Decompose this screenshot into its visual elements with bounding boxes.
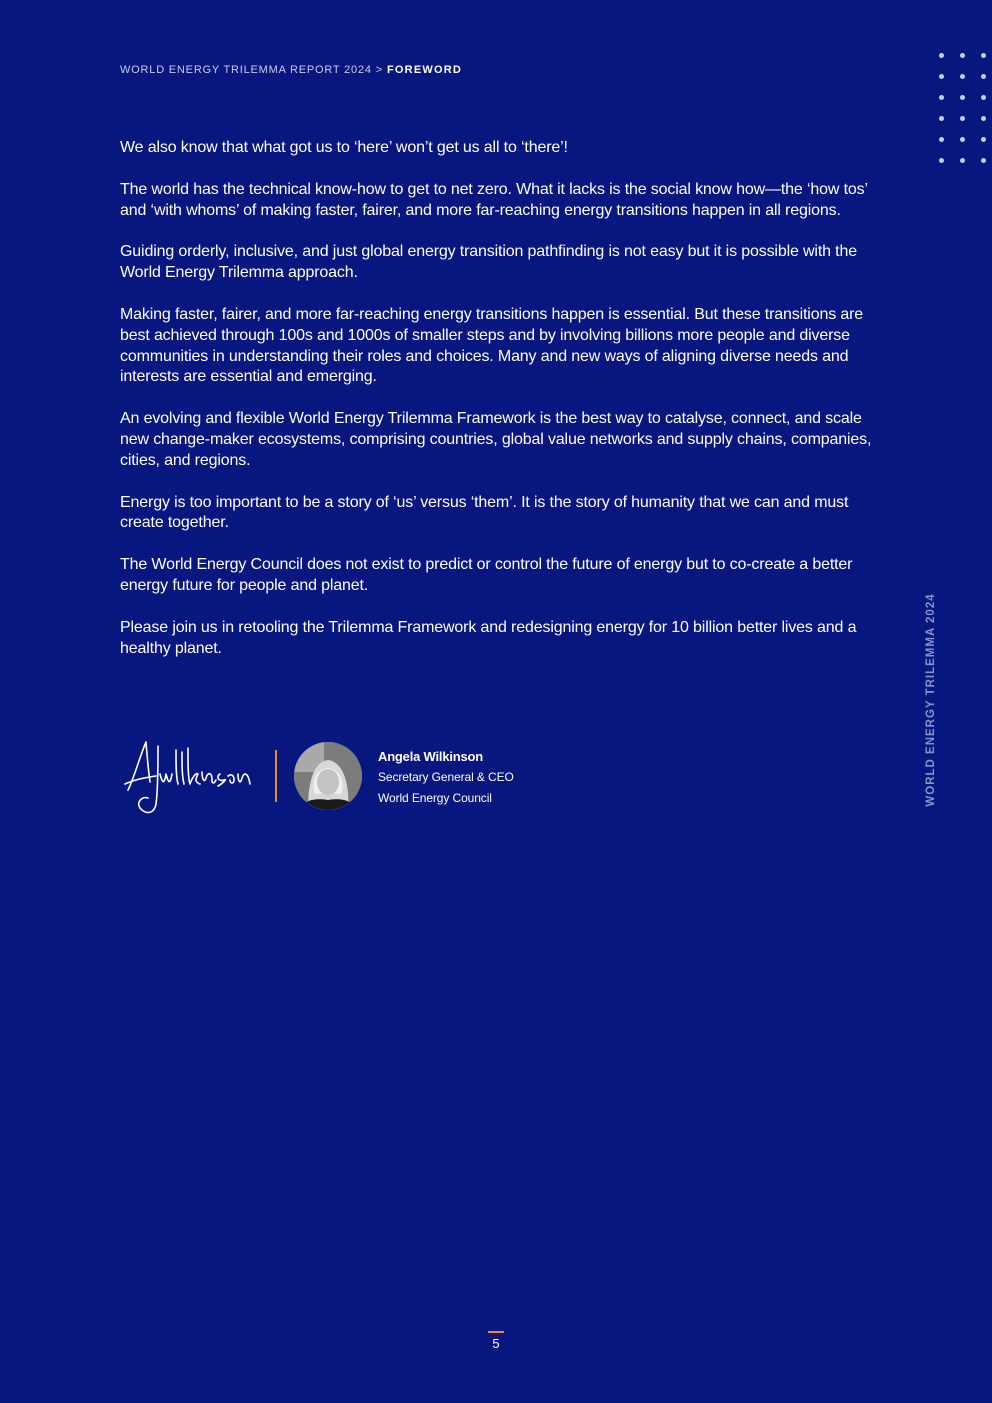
- vertical-report-title: WORLD ENERGY TRILEMMA 2024: [925, 593, 937, 807]
- paragraph: The world has the technical know-how to get to net zero. What it lacks is the social know how—the ‘how tos’ and ‘with whoms’ of making faster, fairer, and more far-reaching energy transitions happen in all regions.: [120, 180, 868, 219]
- decorative-dot-grid: [937, 51, 992, 166]
- avatar: [294, 742, 362, 810]
- page-number: 5: [492, 1336, 500, 1351]
- breadcrumb-current-section: FOREWORD: [387, 64, 462, 76]
- orange-divider: [275, 750, 277, 802]
- signer-organization: World Energy Council: [378, 791, 492, 805]
- page-number-accent: [488, 1331, 504, 1333]
- paragraph: Please join us in retooling the Trilemma Framework and redesigning energy for 10 billion better lives and a healthy planet.: [120, 618, 857, 657]
- foreword-body: [120, 138, 880, 680]
- breadcrumb-separator: >: [375, 64, 383, 76]
- paragraph: Energy is too important to be a story of ‘us’ versus ‘them’. It is the story of humanity that we can and must create together.: [120, 493, 849, 532]
- paragraph: We also know that what got us to ‘here’ won’t get us all to ‘there’!: [120, 139, 568, 156]
- paragraph: An evolving and flexible World Energy Trilemma Framework is the best way to catalyse, connect, and scale new change-maker ecosystems, comprising countries, global value networks and supply chains, companies, cities, and regions.: [120, 410, 872, 469]
- breadcrumb: [120, 64, 462, 76]
- signer-role: Secretary General & CEO: [378, 770, 514, 784]
- paragraph: Making faster, fairer, and more far-reaching energy transitions happen is essential. But these transitions are best achieved through 100s and 1000s of smaller steps and by involving billions more people and diverse communities in understanding their roles and choices. Many and new ways of aligning diverse needs and interests are essential and emerging.: [120, 305, 864, 386]
- paragraph: The World Energy Council does not exist to predict or control the future of energy but to co-create a better energy future for people and planet.: [120, 556, 853, 594]
- breadcrumb-report[interactable]: WORLD ENERGY TRILEMMA REPORT 2024: [120, 64, 372, 76]
- handwritten-signature: [120, 738, 260, 818]
- paragraph: Guiding orderly, inclusive, and just global energy transition pathfinding is not easy but it is possible with the World Energy Trilemma approach.: [120, 243, 857, 282]
- signature-block: [120, 738, 620, 818]
- signer-name: Angela Wilkinson: [378, 749, 484, 764]
